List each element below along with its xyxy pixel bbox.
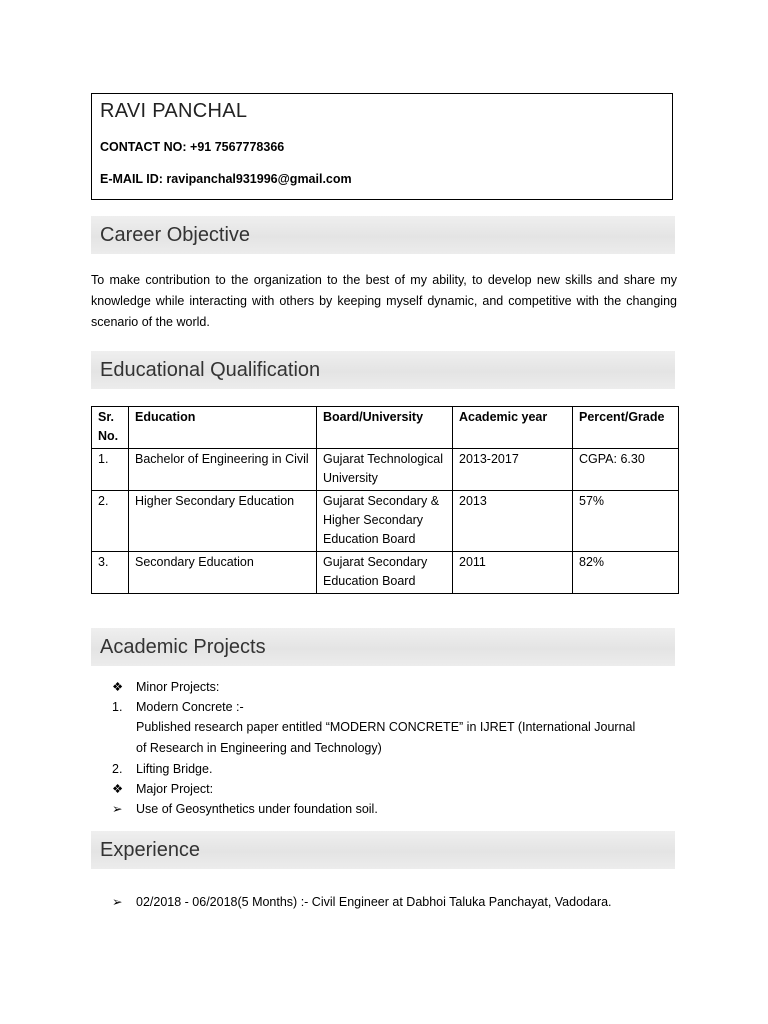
table-cell: 2. [92, 491, 129, 552]
table-cell: Gujarat Secondary Education Board [317, 552, 453, 594]
table-cell: 3. [92, 552, 129, 594]
list-number: 2. [112, 762, 123, 776]
project-detail-line: Published research paper entitled “MODERN CONCRETE” in IJRET (International Journal [136, 720, 636, 734]
table-cell: 2013-2017 [453, 449, 573, 491]
column-header: Percent/Grade [573, 407, 679, 449]
table-cell: 2011 [453, 552, 573, 594]
table-cell: Gujarat Secondary & Higher Secondary Education Board [317, 491, 453, 552]
section-header-career-objective [91, 216, 675, 254]
diamond-bullet-icon: ❖ [112, 782, 124, 796]
table-cell: 1. [92, 449, 129, 491]
table-cell: Gujarat Technological University [317, 449, 453, 491]
list-number: 1. [112, 700, 123, 714]
column-header: Board/University [317, 407, 453, 449]
arrow-bullet-icon: ➢ [112, 802, 123, 816]
table-cell: CGPA: 6.30 [573, 449, 679, 491]
section-title: Academic Projects [100, 636, 266, 658]
table-cell: 2013 [453, 491, 573, 552]
project-title: Lifting Bridge. [136, 762, 213, 776]
section-title: Educational Qualification [100, 359, 321, 381]
table-cell: Higher Secondary Education [129, 491, 317, 552]
column-header: Academic year [453, 407, 573, 449]
table-cell: Secondary Education [129, 552, 317, 594]
career-objective-text: To make contribution to the organization to the best of my ability, to develop new skills and share my knowledge while interacting with others by keeping myself dynamic, and competitive with the changing scenario of the world. [91, 273, 677, 329]
contact-number: CONTACT NO: +91 7567778366 [100, 140, 285, 154]
table-row [92, 491, 679, 552]
section-header-education [91, 351, 675, 389]
table-row [92, 449, 679, 491]
column-header: Education [129, 407, 317, 449]
table-cell: Bachelor of Engineering in Civil [129, 449, 317, 491]
section-header-experience [91, 831, 675, 869]
project-title: Use of Geosynthetics under foundation soil. [136, 802, 378, 816]
arrow-bullet-icon: ➢ [112, 895, 123, 909]
table-row [92, 552, 679, 594]
project-title: Modern Concrete :- [136, 700, 244, 714]
diamond-bullet-icon: ❖ [112, 680, 124, 694]
candidate-name: RAVI PANCHAL [100, 100, 248, 122]
section-title: Experience [100, 839, 201, 861]
table-cell: 57% [573, 491, 679, 552]
project-detail-line: of Research in Engineering and Technology) [136, 741, 382, 755]
column-header: Sr. No. [92, 407, 129, 449]
education-table [91, 406, 679, 594]
section-header-academic-projects [91, 628, 675, 666]
minor-projects-label: Minor Projects: [136, 680, 220, 694]
table-header-row [92, 407, 679, 449]
table-cell: 82% [573, 552, 679, 594]
section-title: Career Objective [100, 224, 251, 246]
major-project-label: Major Project: [136, 782, 214, 796]
contact-header-box [91, 93, 673, 200]
email-address: E-MAIL ID: ravipanchal931996@gmail.com [100, 172, 352, 186]
experience-entry: 02/2018 - 06/2018(5 Months) :- Civil Engineer at Dabhoi Taluka Panchayat, Vadodara. [136, 895, 612, 909]
